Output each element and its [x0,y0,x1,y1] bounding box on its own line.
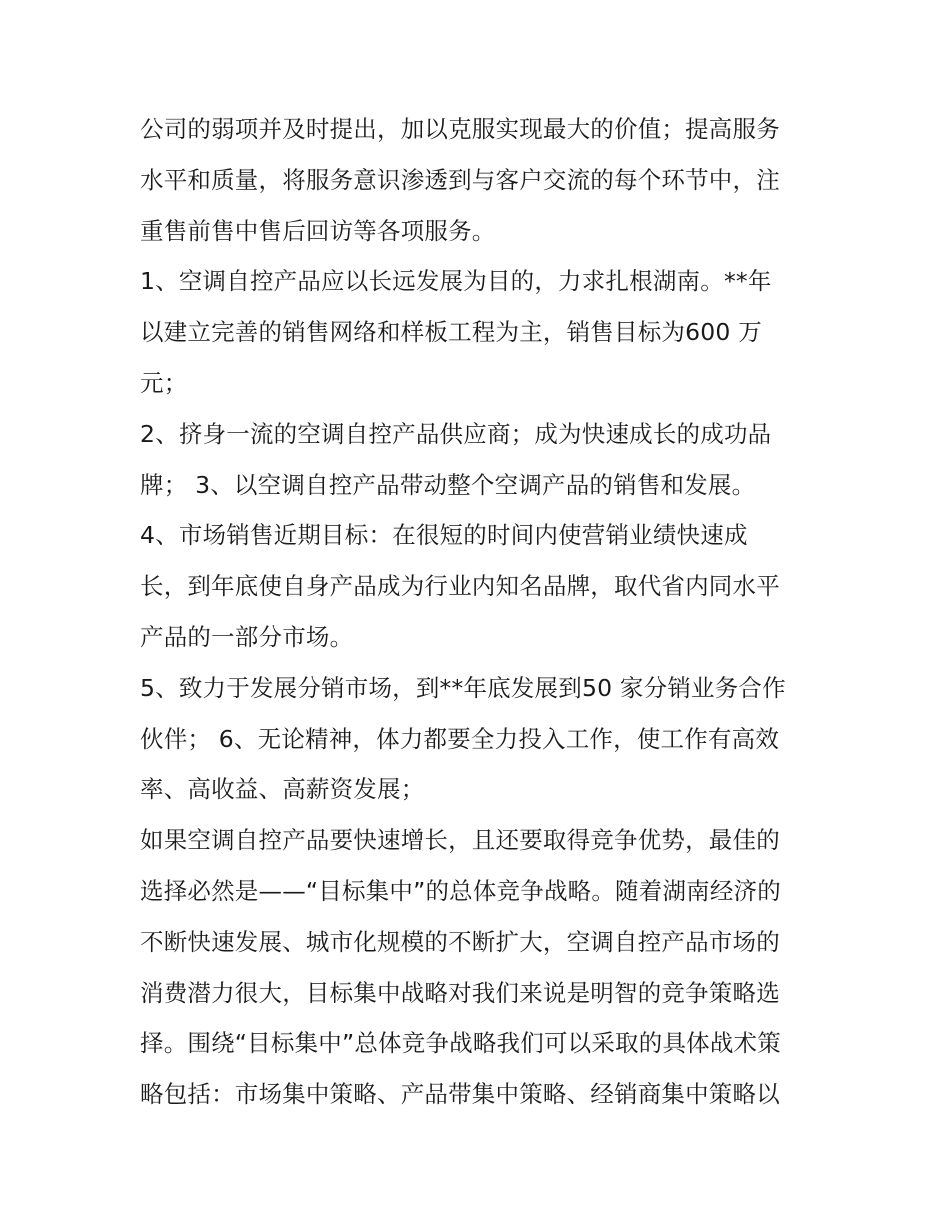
text-line: 伙伴； 6、无论精神，体力都要全力投入工作，使工作有高效 [140,724,780,753]
text-line: 以建立完善的销售网络和样板工程为主，销售目标为600 万 [140,318,762,347]
text-line: 长，到年底使自身产品成为行业内知名品牌，取代省内同水平 [140,572,780,601]
text-line: 牌； 3、以空调自控产品带动整个空调产品的销售和发展。 [140,470,756,499]
document-body [140,104,820,1120]
text-line: 公司的弱项并及时提出，加以克服实现最大的价值；提高服务 [140,115,780,143]
text-line: 4、市场销售近期目标：在很短的时间内使营销业绩快速成 [140,521,748,550]
text-line: 2、挤身一流的空调自控产品供应商；成为快速成长的成功品 [140,419,772,448]
text-line: 产品的一部分市场。 [140,622,354,651]
text-line: 选择必然是——“目标集中”的总体竞争战略。随着湖南经济的 [140,876,781,905]
text-line: 消费潜力很大，目标集中战略对我们来说是明智的竞争策略选 [140,978,780,1007]
text-line: 略包括：市场集中策略、产品带集中策略、经销商集中策略以 [140,1080,780,1109]
text-line: 率、高收益、高薪资发展； [140,775,425,804]
text-line: 1、空调自控产品应以长远发展为目的，力求扎根湖南。**年 [140,267,772,296]
text-line: 元； [140,368,188,397]
text-line: 如果空调自控产品要快速增长，且还要取得竞争优势，最佳的 [140,826,780,855]
text-line: 重售前售中售后回访等各项服务。 [140,216,496,245]
text-line: 不断快速发展、城市化规模的不断扩大，空调自控产品市场的 [140,927,780,956]
text-line: 择。围绕“目标集中”总体竞争战略我们可以采取的具体战术策 [140,1029,781,1058]
text-line: 水平和质量，将服务意识渗透到与客户交流的每个环节中，注 [140,165,780,194]
text-line: 5、致力于发展分销市场，到**年底发展到50 家分销业务合作 [140,673,786,702]
